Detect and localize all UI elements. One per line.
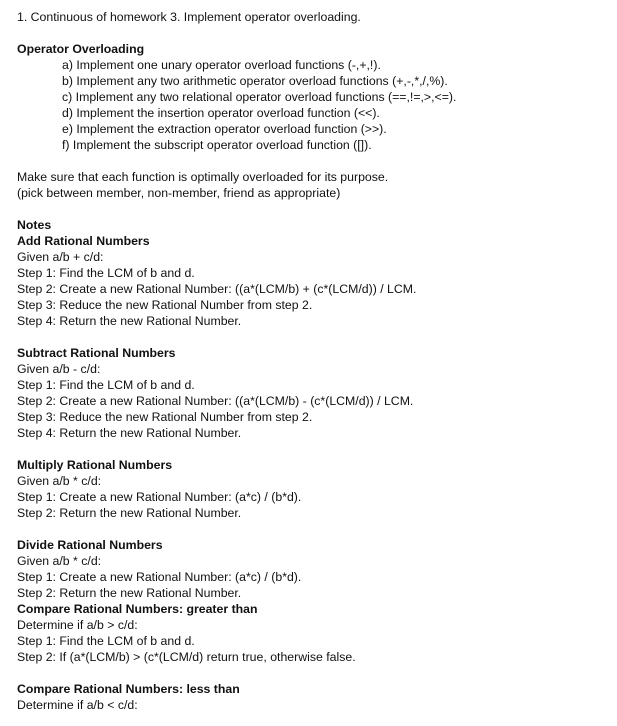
note-line: Given a/b * c/d:	[17, 554, 102, 568]
instruction-line: (pick between member, non-member, friend as appropriate)	[17, 186, 341, 200]
document-page	[17, 9, 607, 713]
requirement-item: c) Implement any two relational operator overload functions (==,!=,>,<=).	[62, 90, 457, 104]
instructions-section	[17, 169, 607, 201]
requirement-item: a) Implement one unary operator overload functions (-,+,!).	[62, 58, 381, 72]
requirement-item: f) Implement the subscript operator overload function ([]).	[62, 138, 372, 152]
note-line: Determine if a/b < c/d:	[17, 698, 138, 712]
note-line: Step 4: Return the new Rational Number.	[17, 426, 242, 440]
block-title: Compare Rational Numbers: greater than	[17, 602, 258, 616]
note-line: Step 3: Reduce the new Rational Number from step 2.	[17, 298, 313, 312]
requirement-item: b) Implement any two arithmetic operator overload functions (+,-,*,/,%).	[62, 74, 448, 88]
spacer	[17, 153, 607, 169]
spacer	[17, 441, 607, 457]
note-line: Step 3: Reduce the new Rational Number from step 2.	[17, 410, 313, 424]
section-title: Operator Overloading	[17, 42, 145, 56]
spacer	[17, 521, 607, 537]
note-line: Given a/b - c/d:	[17, 362, 101, 376]
notes-title: Notes	[17, 218, 52, 232]
add-rational-block	[17, 233, 607, 329]
block-title: Subtract Rational Numbers	[17, 346, 176, 360]
assignment-heading: 1. Continuous of homework 3. Implement operator overloading.	[17, 10, 361, 24]
operator-overloading-section	[17, 41, 607, 153]
note-line: Step 2: Create a new Rational Number: ((a*(LCM/b) + (c*(LCM/d)) / LCM.	[17, 282, 417, 296]
block-title: Divide Rational Numbers	[17, 538, 163, 552]
compare-less-block	[17, 681, 607, 713]
subtract-rational-block	[17, 345, 607, 441]
note-line: Determine if a/b > c/d:	[17, 618, 138, 632]
block-title: Multiply Rational Numbers	[17, 458, 173, 472]
note-line: Step 2: Return the new Rational Number.	[17, 506, 242, 520]
note-line: Step 2: Create a new Rational Number: ((a*(LCM/b) - (c*(LCM/d)) / LCM.	[17, 394, 414, 408]
compare-greater-block	[17, 601, 607, 665]
spacer	[17, 665, 607, 681]
spacer	[17, 25, 607, 41]
divide-rational-block	[17, 537, 607, 601]
note-line: Step 4: Return the new Rational Number.	[17, 314, 242, 328]
note-line: Given a/b + c/d:	[17, 250, 104, 264]
note-line: Step 1: Find the LCM of b and d.	[17, 378, 195, 392]
note-line: Step 2: Return the new Rational Number.	[17, 586, 242, 600]
note-line: Step 1: Create a new Rational Number: (a*c) / (b*d).	[17, 490, 302, 504]
spacer	[17, 201, 607, 217]
note-line: Given a/b * c/d:	[17, 474, 102, 488]
note-line: Step 1: Create a new Rational Number: (a*c) / (b*d).	[17, 570, 302, 584]
requirement-item: e) Implement the extraction operator overload function (>>).	[62, 122, 387, 136]
block-title: Add Rational Numbers	[17, 234, 150, 248]
note-line: Step 1: Find the LCM of b and d.	[17, 634, 195, 648]
instruction-line: Make sure that each function is optimally overloaded for its purpose.	[17, 170, 389, 184]
note-line: Step 1: Find the LCM of b and d.	[17, 266, 195, 280]
note-line: Step 2: If (a*(LCM/b) > (c*(LCM/d) return true, otherwise false.	[17, 650, 356, 664]
spacer	[17, 329, 607, 345]
multiply-rational-block	[17, 457, 607, 521]
notes-section	[17, 217, 607, 713]
requirement-item: d) Implement the insertion operator overload function (<<).	[62, 106, 380, 120]
block-title: Compare Rational Numbers: less than	[17, 682, 240, 696]
